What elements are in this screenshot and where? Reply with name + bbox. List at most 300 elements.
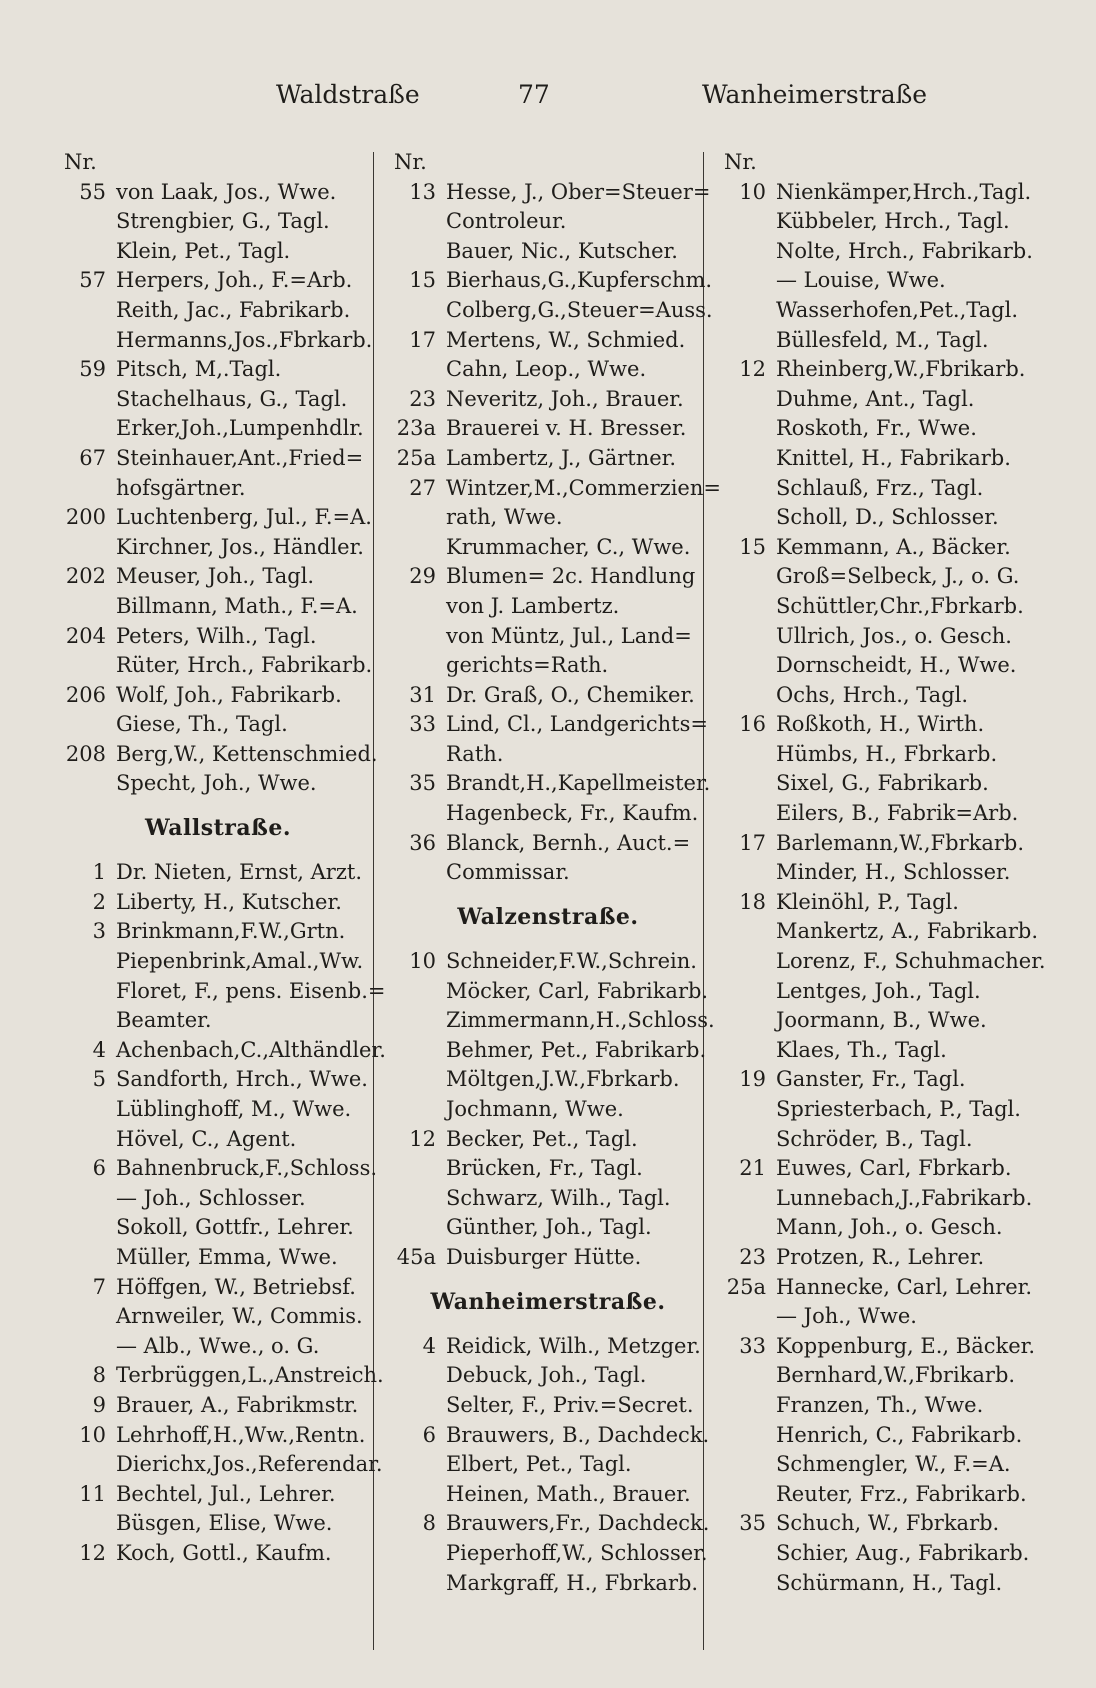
resident-text: — Joh., Schlosser. bbox=[116, 1185, 306, 1210]
resident-text: Becker, Pet., Tagl. bbox=[446, 1126, 638, 1151]
resident-text: Günther, Joh., Tagl. bbox=[446, 1215, 652, 1240]
resident-text: Roskoth, Fr., Wwe. bbox=[776, 416, 977, 441]
house-number: 25a bbox=[396, 445, 436, 470]
resident-text: Lind, Cl., Landgerichts= bbox=[446, 712, 708, 737]
resident-text: Hesse, J., Ober=Steuer= bbox=[446, 179, 711, 204]
resident-text: Mertens, W., Schmied. bbox=[446, 327, 686, 352]
directory-entry bbox=[392, 562, 704, 592]
resident-text: Hagenbeck, Fr., Kaufm. bbox=[446, 801, 699, 826]
directory-entry bbox=[722, 1569, 1034, 1599]
directory-entry bbox=[722, 1361, 1034, 1391]
directory-entry bbox=[722, 1184, 1034, 1214]
resident-text: von Müntz, Jul., Land= bbox=[446, 623, 692, 648]
resident-text: Peters, Wilh., Tagl. bbox=[116, 623, 317, 648]
directory-entry bbox=[62, 1125, 374, 1155]
directory-entry bbox=[62, 1213, 374, 1243]
directory-entry bbox=[722, 326, 1034, 356]
resident-text: Erker,Joh.,Lumpenhdlr. bbox=[116, 416, 364, 441]
directory-entry bbox=[62, 1184, 374, 1214]
resident-text: — Louise, Wwe. bbox=[776, 268, 946, 293]
directory-entry bbox=[722, 1302, 1034, 1332]
house-number: 5 bbox=[92, 1067, 106, 1092]
house-number: 6 bbox=[92, 1156, 106, 1181]
resident-text: Steinhauer,Ant.,Fried= bbox=[116, 445, 364, 470]
house-number: 208 bbox=[65, 741, 106, 766]
directory-entry bbox=[722, 207, 1034, 237]
house-number: 15 bbox=[409, 268, 436, 293]
directory-entry bbox=[62, 1480, 374, 1510]
directory-entry bbox=[392, 503, 704, 533]
directory-entry bbox=[392, 296, 713, 326]
directory-entry bbox=[392, 414, 704, 444]
directory-entry bbox=[62, 1332, 374, 1362]
resident-text: Brauer, A., Fabrikmstr. bbox=[116, 1392, 359, 1417]
directory-entry bbox=[722, 888, 1034, 918]
resident-text: Selter, F., Priv.=Secret. bbox=[446, 1392, 694, 1417]
nr-label: Nr. bbox=[394, 150, 427, 174]
directory-entry bbox=[392, 1361, 704, 1391]
resident-text: Achenbach,C.,Althändler. bbox=[116, 1037, 386, 1062]
directory-entry bbox=[722, 533, 1034, 563]
directory-entry bbox=[62, 1095, 374, 1125]
directory-entry bbox=[392, 1569, 704, 1599]
directory-entry bbox=[62, 622, 374, 652]
directory-entry bbox=[62, 266, 374, 296]
resident-text: — Alb., Wwe., o. G. bbox=[116, 1333, 320, 1358]
resident-text: Pieperhoff,W., Schlosser. bbox=[446, 1540, 708, 1565]
resident-text: Neveritz, Joh., Brauer. bbox=[446, 386, 684, 411]
directory-entry bbox=[722, 1065, 1034, 1095]
directory-entry bbox=[722, 444, 1034, 474]
resident-text: Arnweiler, W., Commis. bbox=[116, 1304, 363, 1329]
resident-text: Bechtel, Jul., Lehrer. bbox=[116, 1481, 336, 1506]
directory-entry bbox=[392, 858, 704, 888]
directory-entry bbox=[62, 1391, 374, 1421]
directory-entry bbox=[722, 1421, 1034, 1451]
resident-text: Meuser, Joh., Tagl. bbox=[116, 564, 315, 589]
directory-entry bbox=[722, 858, 1034, 888]
house-number: 19 bbox=[739, 1067, 766, 1092]
directory-entry bbox=[392, 592, 704, 622]
resident-text: Rüter, Hrch., Fabrikarb. bbox=[116, 653, 373, 678]
directory-entry bbox=[722, 1273, 1034, 1303]
resident-text: Sokoll, Gottfr., Lehrer. bbox=[116, 1215, 354, 1240]
resident-text: Lunnebach,J.,Fabrikarb. bbox=[776, 1185, 1033, 1210]
directory-entry bbox=[62, 1450, 383, 1480]
resident-text: Commissar. bbox=[446, 860, 570, 885]
resident-text: Höffgen, W., Betriebsf. bbox=[116, 1274, 356, 1299]
directory-entry bbox=[392, 178, 711, 208]
directory-entry bbox=[392, 769, 711, 799]
directory-entry bbox=[722, 740, 1034, 770]
house-number: 10 bbox=[79, 1422, 106, 1447]
directory-entry bbox=[722, 1095, 1034, 1125]
resident-text: Zimmermann,H.,Schloss. bbox=[446, 1008, 715, 1033]
house-number: 15 bbox=[739, 534, 766, 559]
directory-entry bbox=[722, 769, 1034, 799]
directory-entry bbox=[722, 474, 1034, 504]
directory-entry bbox=[392, 977, 709, 1007]
house-number: 3 bbox=[92, 919, 106, 944]
resident-text: Duisburger Hütte. bbox=[446, 1244, 642, 1269]
directory-entry bbox=[392, 1006, 715, 1036]
house-number: 27 bbox=[409, 475, 436, 500]
house-number: 33 bbox=[409, 712, 436, 737]
directory-entry bbox=[392, 651, 704, 681]
directory-entry bbox=[722, 414, 1034, 444]
resident-text: Brücken, Fr., Tagl. bbox=[446, 1156, 643, 1181]
directory-entry bbox=[722, 1006, 1034, 1036]
house-number: 11 bbox=[79, 1481, 106, 1506]
directory-entry bbox=[722, 1154, 1034, 1184]
resident-text: Piepenbrink,Amal.,Ww. bbox=[116, 949, 364, 974]
house-number: 17 bbox=[409, 327, 436, 352]
directory-entry bbox=[392, 1539, 708, 1569]
resident-text: Brauwers,Fr., Dachdeck. bbox=[446, 1511, 710, 1536]
resident-text: Dr. Nieten, Ernst, Arzt. bbox=[116, 860, 363, 885]
directory-entry bbox=[62, 1539, 374, 1569]
directory-entry bbox=[62, 681, 374, 711]
directory-entry bbox=[392, 829, 704, 859]
resident-text: Schuch, W., Fbrkarb. bbox=[776, 1511, 1000, 1536]
directory-entry bbox=[392, 1421, 710, 1451]
house-number: 12 bbox=[79, 1540, 106, 1565]
directory-entry bbox=[392, 1036, 707, 1066]
resident-text: Schürmann, H., Tagl. bbox=[776, 1570, 1003, 1595]
directory-entry bbox=[62, 740, 378, 770]
resident-text: Herpers, Joh., F.=Arb. bbox=[116, 268, 353, 293]
column-3 bbox=[722, 148, 1046, 1598]
resident-text: Protzen, R., Lehrer. bbox=[776, 1244, 985, 1269]
resident-text: Duhme, Ant., Tagl. bbox=[776, 386, 975, 411]
street-heading: Walzenstraße. bbox=[457, 903, 639, 930]
directory-entry bbox=[62, 1006, 374, 1036]
resident-text: Franzen, Th., Wwe. bbox=[776, 1392, 984, 1417]
directory-entry bbox=[62, 178, 374, 208]
directory-entry bbox=[62, 651, 374, 681]
resident-text: Kübbeler, Hrch., Tagl. bbox=[776, 209, 1010, 234]
resident-text: Büllesfeld, M., Tagl. bbox=[776, 327, 989, 352]
house-number: 23a bbox=[396, 416, 436, 441]
resident-text: Blumen= 2c. Handlung bbox=[446, 564, 696, 589]
directory-entry bbox=[62, 592, 374, 622]
directory-entry bbox=[392, 1480, 704, 1510]
house-number: 8 bbox=[422, 1511, 436, 1536]
house-number: 35 bbox=[739, 1511, 766, 1536]
directory-entry bbox=[392, 355, 704, 385]
resident-text: Hannecke, Carl, Lehrer. bbox=[776, 1274, 1033, 1299]
directory-entry bbox=[722, 1036, 1034, 1066]
nr-label: Nr. bbox=[724, 150, 757, 174]
resident-text: Blanck, Bernh., Auct.= bbox=[446, 830, 691, 855]
house-number: 7 bbox=[92, 1274, 106, 1299]
house-number: 9 bbox=[92, 1392, 106, 1417]
resident-text: Bahnenbruck,F.,Schloss. bbox=[116, 1156, 378, 1181]
directory-entry bbox=[722, 1480, 1034, 1510]
resident-text: Brauerei v. H. Bresser. bbox=[446, 416, 687, 441]
resident-text: Colberg,G.,Steuer=Auss. bbox=[446, 297, 713, 322]
directory-entry bbox=[62, 769, 374, 799]
resident-text: Billmann, Math., F.=A. bbox=[116, 593, 358, 618]
directory-entry bbox=[722, 592, 1034, 622]
resident-text: Henrich, C., Fabrikarb. bbox=[776, 1422, 1023, 1447]
resident-text: gerichts=Rath. bbox=[446, 653, 609, 678]
directory-entry bbox=[722, 385, 1034, 415]
resident-text: Wintzer,M.,Commerzien= bbox=[446, 475, 721, 500]
directory-entry bbox=[392, 1213, 704, 1243]
directory-entry bbox=[722, 355, 1034, 385]
resident-text: Brinkmann,F.W.,Grtn. bbox=[116, 919, 346, 944]
resident-text: Beamter. bbox=[116, 1008, 212, 1033]
resident-text: Schlauß, Frz., Tagl. bbox=[776, 475, 984, 500]
resident-text: Roßkoth, H., Wirth. bbox=[776, 712, 985, 737]
directory-entry bbox=[62, 385, 374, 415]
directory-entry bbox=[392, 681, 704, 711]
directory-entry bbox=[62, 917, 374, 947]
resident-text: Schneider,F.W.,Schrein. bbox=[446, 949, 697, 974]
house-number: 23 bbox=[409, 386, 436, 411]
directory-entry bbox=[722, 296, 1034, 326]
directory-entry bbox=[62, 1065, 374, 1095]
directory-entry bbox=[62, 533, 374, 563]
resident-text: Kemmann, A., Bäcker. bbox=[776, 534, 1011, 559]
directory-entry bbox=[392, 266, 713, 296]
column-1 bbox=[62, 148, 386, 1569]
house-number: 45a bbox=[396, 1244, 436, 1269]
resident-text: Bierhaus,G.,Kupferschm. bbox=[446, 268, 713, 293]
resident-text: Bauer, Nic., Kutscher. bbox=[446, 238, 678, 263]
directory-entry bbox=[62, 1421, 374, 1451]
resident-text: Brandt,H.,Kapellmeister. bbox=[446, 771, 711, 796]
directory-entry bbox=[392, 1065, 704, 1095]
directory-entry bbox=[62, 237, 374, 267]
directory-entry bbox=[62, 1243, 374, 1273]
directory-entry bbox=[722, 977, 1034, 1007]
house-number: 31 bbox=[409, 682, 436, 707]
directory-entry bbox=[392, 1391, 704, 1421]
resident-text: Mann, Joh., o. Gesch. bbox=[776, 1215, 1003, 1240]
resident-text: Strengbier, G., Tagl. bbox=[116, 209, 330, 234]
directory-entry bbox=[62, 474, 374, 504]
house-number: 23 bbox=[739, 1244, 766, 1269]
directory-entry bbox=[722, 947, 1046, 977]
house-number: 13 bbox=[409, 179, 436, 204]
directory-entry bbox=[392, 740, 704, 770]
directory-entry bbox=[392, 799, 704, 829]
directory-entry bbox=[722, 829, 1034, 859]
directory-entry bbox=[722, 651, 1034, 681]
resident-text: rath, Wwe. bbox=[446, 505, 563, 530]
resident-text: Schmengler, W., F.=A. bbox=[776, 1452, 1011, 1477]
house-number: 35 bbox=[409, 771, 436, 796]
nr-label: Nr. bbox=[64, 150, 97, 174]
resident-text: Controleur. bbox=[446, 209, 567, 234]
resident-text: Schwarz, Wilh., Tagl. bbox=[446, 1185, 671, 1210]
house-number: 10 bbox=[739, 179, 766, 204]
resident-text: Möltgen,J.W.,Fbrkarb. bbox=[446, 1067, 680, 1092]
resident-text: Eilers, B., Fabrik=Arb. bbox=[776, 801, 1019, 826]
directory-entry bbox=[392, 1154, 704, 1184]
resident-text: Barlemann,W.,Fbrkarb. bbox=[776, 830, 1025, 855]
directory-entry bbox=[392, 1125, 704, 1155]
directory-entry bbox=[62, 710, 374, 740]
resident-text: Koch, Gottl., Kaufm. bbox=[116, 1540, 332, 1565]
directory-entry bbox=[62, 888, 374, 918]
resident-text: — Joh., Wwe. bbox=[776, 1304, 917, 1329]
directory-entry bbox=[392, 533, 704, 563]
directory-entry bbox=[392, 622, 704, 652]
resident-text: Brauwers, B., Dachdeck. bbox=[446, 1422, 710, 1447]
resident-text: Wolf, Joh., Fabrikarb. bbox=[116, 682, 342, 707]
resident-text: Lorenz, F., Schuhmacher. bbox=[776, 949, 1046, 974]
directory-entry bbox=[62, 1302, 374, 1332]
resident-text: Dornscheidt, H., Wwe. bbox=[776, 653, 1017, 678]
resident-text: Dierichx,Jos.,Referendar. bbox=[116, 1452, 383, 1477]
resident-text: Joormann, B., Wwe. bbox=[776, 1008, 987, 1033]
resident-text: Mankertz, A., Fabrikarb. bbox=[776, 919, 1039, 944]
directory-entry bbox=[62, 355, 374, 385]
street-heading: Wanheimerstraße. bbox=[430, 1288, 666, 1315]
resident-text: Spriesterbach, P., Tagl. bbox=[776, 1097, 1021, 1121]
resident-text: Ullrich, Jos., o. Gesch. bbox=[776, 623, 1012, 648]
house-number: 6 bbox=[422, 1422, 436, 1447]
directory-entry bbox=[62, 207, 374, 237]
house-number: 1 bbox=[92, 860, 106, 885]
house-number: 25a bbox=[726, 1274, 766, 1299]
house-number: 16 bbox=[739, 712, 766, 737]
directory-entry bbox=[722, 1125, 1034, 1155]
house-number: 2 bbox=[92, 889, 106, 914]
resident-text: Büsgen, Elise, Wwe. bbox=[116, 1511, 333, 1536]
directory-entry bbox=[722, 799, 1034, 829]
resident-text: Schröder, B., Tagl. bbox=[776, 1126, 973, 1151]
resident-text: Schier, Aug., Fabrikarb. bbox=[776, 1540, 1030, 1565]
resident-text: Berg,W., Kettenschmied. bbox=[116, 741, 378, 766]
directory-entry bbox=[62, 1361, 384, 1391]
resident-text: Stachelhaus, G., Tagl. bbox=[116, 386, 348, 411]
house-number: 29 bbox=[409, 564, 436, 589]
resident-text: Kirchner, Jos., Händler. bbox=[116, 534, 364, 559]
directory-entry bbox=[722, 710, 1034, 740]
directory-entry bbox=[62, 977, 386, 1007]
resident-text: Luchtenberg, Jul., F.=A. bbox=[116, 505, 372, 530]
directory-entry bbox=[722, 237, 1034, 267]
resident-text: Nienkämper,Hrch.,Tagl. bbox=[776, 179, 1032, 204]
directory-entry bbox=[62, 562, 374, 592]
house-number: 12 bbox=[739, 357, 766, 382]
directory-entry bbox=[722, 917, 1039, 947]
resident-text: Scholl, D., Schlosser. bbox=[776, 505, 999, 530]
house-number: 4 bbox=[92, 1037, 106, 1062]
house-number: 4 bbox=[422, 1333, 436, 1358]
resident-text: Klein, Pet., Tagl. bbox=[116, 238, 291, 263]
directory-entry bbox=[62, 858, 374, 888]
resident-text: Markgraff, H., Fbrkarb. bbox=[446, 1570, 699, 1595]
resident-text: Müller, Emma, Wwe. bbox=[116, 1244, 338, 1269]
resident-text: Bernhard,W.,Fbrikarb. bbox=[776, 1363, 1016, 1388]
directory-entry bbox=[392, 237, 704, 267]
resident-text: Cahn, Leop., Wwe. bbox=[446, 357, 647, 382]
resident-text: Möcker, Carl, Fabrikarb. bbox=[446, 978, 709, 1003]
house-number: 36 bbox=[409, 830, 436, 855]
directory-entry bbox=[722, 1243, 1034, 1273]
resident-text: Floret, F., pens. Eisenb.= bbox=[116, 978, 386, 1003]
directory-entry bbox=[392, 444, 704, 474]
resident-text: Kleinöhl, P., Tagl. bbox=[776, 889, 959, 914]
directory-entry bbox=[722, 1391, 1034, 1421]
resident-text: Dr. Graß, O., Chemiker. bbox=[446, 682, 695, 707]
directory-entry bbox=[722, 1509, 1034, 1539]
directory-entry bbox=[722, 1213, 1034, 1243]
resident-text: Lentges, Joh., Tagl. bbox=[776, 978, 981, 1003]
directory-entry bbox=[392, 947, 704, 977]
resident-text: Minder, H., Schlosser. bbox=[776, 860, 1011, 885]
directory-entry bbox=[722, 503, 1034, 533]
house-number: 12 bbox=[409, 1126, 436, 1151]
header-right-street: Wanheimerstraße bbox=[702, 80, 928, 109]
directory-entry bbox=[392, 1332, 704, 1362]
resident-text: Euwes, Carl, Fbrkarb. bbox=[776, 1156, 1012, 1181]
resident-text: Nolte, Hrch., Fabrikarb. bbox=[776, 238, 1033, 263]
resident-text: Giese, Th., Tagl. bbox=[116, 712, 288, 737]
directory-entry bbox=[392, 474, 721, 504]
directory-entry bbox=[62, 414, 374, 444]
resident-text: Liberty, H., Kutscher. bbox=[116, 889, 342, 914]
directory-entry bbox=[62, 444, 374, 474]
house-number: 59 bbox=[79, 357, 106, 382]
directory-entry bbox=[62, 1273, 374, 1303]
directory-entry bbox=[62, 503, 374, 533]
resident-text: Hermanns,Jos.,Fbrkarb. bbox=[116, 327, 373, 352]
house-number: 206 bbox=[65, 682, 106, 707]
page-header bbox=[0, 80, 1096, 120]
resident-text: Rheinberg,W.,Fbrikarb. bbox=[776, 357, 1026, 382]
resident-text: Ganster, Fr., Tagl. bbox=[776, 1067, 966, 1092]
directory-entry bbox=[722, 1450, 1034, 1480]
directory-entry bbox=[392, 1243, 704, 1273]
resident-text: Lehrhoff,H.,Ww.,Rentn. bbox=[116, 1422, 366, 1447]
header-left-street: Waldstraße bbox=[276, 80, 420, 109]
directory-entry bbox=[62, 326, 374, 356]
directory-entry bbox=[392, 1184, 704, 1214]
resident-text: Heinen, Math., Brauer. bbox=[446, 1481, 691, 1506]
directory-entry bbox=[62, 947, 374, 977]
resident-text: Pitsch, M,.Tagl. bbox=[116, 357, 282, 382]
resident-text: Groß=Selbeck, J., o. G. bbox=[776, 564, 1020, 589]
house-number: 202 bbox=[65, 564, 106, 589]
house-number: 33 bbox=[739, 1333, 766, 1358]
resident-text: Sixel, G., Fabrikarb. bbox=[776, 771, 989, 796]
directory-entry bbox=[722, 1539, 1034, 1569]
directory-entry bbox=[392, 1509, 710, 1539]
resident-text: Wasserhofen,Pet.,Tagl. bbox=[776, 297, 1019, 322]
directory-entry bbox=[392, 207, 704, 237]
directory-entry bbox=[722, 178, 1034, 208]
directory-entry bbox=[62, 296, 374, 326]
resident-text: Knittel, H., Fabrikarb. bbox=[776, 445, 1011, 470]
directory-entry bbox=[722, 562, 1034, 592]
resident-text: Klaes, Th., Tagl. bbox=[776, 1037, 947, 1062]
house-number: 8 bbox=[92, 1363, 106, 1388]
resident-text: hofsgärtner. bbox=[116, 475, 246, 500]
resident-text: Jochmann, Wwe. bbox=[446, 1097, 624, 1121]
resident-text: Lambertz, J., Gärtner. bbox=[446, 445, 677, 470]
resident-text: Elbert, Pet., Tagl. bbox=[446, 1452, 632, 1477]
resident-text: Specht, Joh., Wwe. bbox=[116, 771, 317, 796]
resident-text: Krummacher, C., Wwe. bbox=[446, 534, 691, 559]
street-heading: Wallstraße. bbox=[144, 815, 292, 842]
resident-text: Terbrüggen,L.,Anstreich. bbox=[116, 1363, 384, 1388]
